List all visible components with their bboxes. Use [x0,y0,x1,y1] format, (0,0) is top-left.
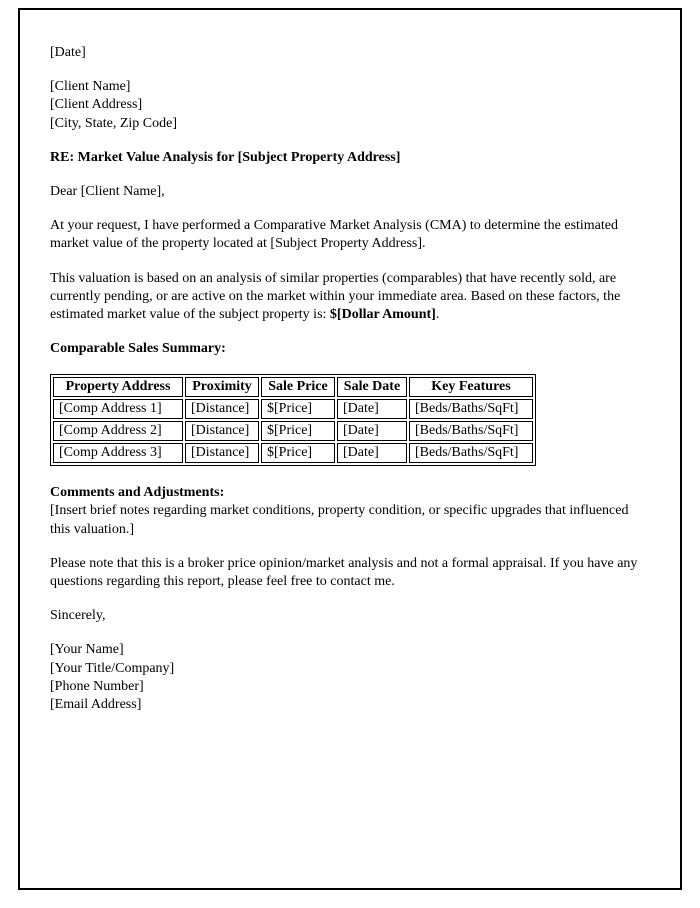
cell-proximity: [Distance] [185,421,259,441]
intro-paragraph: At your request, I have performed a Comparative Market Analysis (CMA) to determine the estimated market value of the property located at [Subject Property Address]. [50,218,618,252]
valuation-amount: $[Dollar Amount] [329,306,436,322]
col-header-key-features: Key Features [409,377,533,397]
cell-sale-price: $[Price] [261,399,335,419]
comments-heading: Comments and Adjustments: [50,485,225,501]
comparable-sales-table [50,374,536,466]
valuation-paragraph-end: . [435,306,440,322]
cell-sale-price: $[Price] [261,421,335,441]
subject-line: RE: Market Value Analysis for [Subject Property Address] [50,149,401,165]
signature-name: [Your Name] [50,642,124,658]
cell-key-features: [Beds/Baths/SqFt] [409,399,533,419]
comparable-sales-heading: Comparable Sales Summary: [50,341,226,357]
client-name-line: [Client Name] [50,79,131,95]
cell-sale-price: $[Price] [261,443,335,463]
cell-property-address: [Comp Address 1] [53,399,183,419]
cell-sale-date: [Date] [337,443,407,463]
table-header-row [53,377,533,397]
cell-sale-date: [Date] [337,421,407,441]
cell-property-address: [Comp Address 3] [53,443,183,463]
cell-proximity: [Distance] [185,399,259,419]
signature-phone: [Phone Number] [50,678,144,694]
table-row [53,421,533,441]
signature-title: [Your Title/Company] [50,660,175,676]
date-line: [Date] [50,45,86,60]
col-header-sale-price: Sale Price [261,377,335,397]
cell-proximity: [Distance] [185,443,259,463]
cell-property-address: [Comp Address 2] [53,421,183,441]
signature-email: [Email Address] [50,696,142,712]
cell-key-features: [Beds/Baths/SqFt] [409,421,533,441]
cell-key-features: [Beds/Baths/SqFt] [409,443,533,463]
salutation: Dear [Client Name], [50,183,165,199]
col-header-sale-date: Sale Date [337,377,407,397]
signature-block [50,641,650,714]
col-header-property-address: Property Address [53,377,183,397]
table-row [53,443,533,463]
col-header-proximity: Proximity [185,377,259,397]
closing: Sincerely, [50,608,106,624]
valuation-paragraph [50,270,650,325]
disclaimer-paragraph: Please note that this is a broker price opinion/market analysis and not a formal appraisal. If you have any questions regarding this report, please feel free to contact me. [50,555,638,589]
client-address-block [50,78,650,133]
letter-page [18,8,682,890]
client-address-line: [Client Address] [50,97,143,113]
cell-sale-date: [Date] [337,399,407,419]
comments-block [50,484,650,539]
valuation-paragraph-text: This valuation is based on an analysis of similar properties (comparables) that have recently sold, are currently pending, or are active on the market within your immediate area. Based on these factors, the estimated market value of the subject property is: [50,270,621,322]
client-city-line: [City, State, Zip Code] [50,115,178,131]
table-row [53,399,533,419]
comments-body: [Insert brief notes regarding market conditions, property condition, or specific upgrades that influenced this valuation.] [50,503,629,537]
